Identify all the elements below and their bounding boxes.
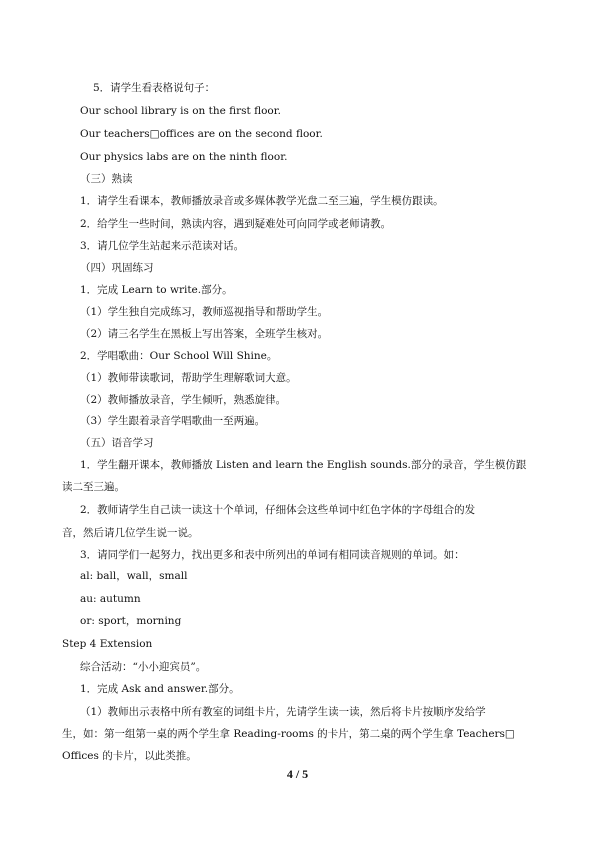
sentence-library: Our school library is on the first floor.	[80, 105, 281, 117]
section-heading-5: （五）语音学习	[80, 437, 154, 449]
paragraph-line: 读二至三遍。	[62, 481, 125, 493]
paragraph-line: 综合活动：“小小迎宾员”。	[80, 661, 207, 673]
page-number: 4 / 5	[286, 767, 309, 781]
paragraph-line: 1．学生翻开课本，教师播放 Listen and learn the English sounds.部分的录音，学生模仿跟	[80, 459, 527, 471]
paragraph-line: （1）学生独自完成练习，教师巡视指导和帮助学生。	[80, 306, 329, 318]
sentence-offices: Our teachers□offices are on the second floor.	[80, 128, 323, 140]
paragraph-line: Offices 的卡片，以此类推。	[62, 750, 197, 762]
paragraph-line: 1．完成 Learn to write.部分。	[80, 284, 233, 296]
step5-heading: 5．请学生看表格说句子：	[93, 82, 216, 94]
paragraph-line: 2．教师请学生自己读一读这十个单词，仔细体会这些单词中红色字体的字母组合的发	[80, 504, 476, 516]
paragraph-line: （3）学生跟着录音学唱歌曲一至两遍。	[80, 415, 266, 427]
paragraph-line: （1）教师出示表格中所有教室的词组卡片，先请学生读一读，然后将卡片按顺序发给学	[80, 706, 486, 718]
paragraph-line: （2）教师播放录音，学生倾听，熟悉旋律。	[80, 394, 287, 406]
paragraph-line: 1．完成 Ask and answer.部分。	[80, 683, 240, 695]
phonics-example-or: or: sport，morning	[80, 615, 182, 627]
paragraph-line: （1）教师带读歌词，帮助学生理解歌词大意。	[80, 372, 297, 384]
section-heading-3: （三）熟读	[80, 173, 133, 185]
section-heading-4: （四）巩固练习	[80, 262, 154, 274]
paragraph-line: （2）请三名学生在黑板上写出答案，全班学生核对。	[80, 328, 329, 340]
step4-heading: Step 4 Extension	[62, 638, 153, 650]
paragraph-line: 生，如：第一组第一桌的两个学生拿 Reading-rooms 的卡片，第二桌的两个学生拿 Teachers□	[62, 728, 515, 740]
paragraph-line: 3．请几位学生站起来示范读对话。	[80, 240, 245, 252]
sentence-labs: Our physics labs are on the ninth floor.	[80, 151, 288, 163]
paragraph-line: 2．学唱歌曲：Our School Will Shine。	[80, 350, 278, 362]
paragraph-line: 3．请同学们一起努力，找出更多和表中所列出的单词有相同读音规则的单词。如：	[80, 549, 465, 561]
paragraph-line: 1．请学生看课本，教师播放录音或多媒体教学光盘二至三遍，学生模仿跟读。	[80, 195, 444, 207]
paragraph-line: 音，然后请几位学生说一说。	[62, 527, 199, 539]
paragraph-line: 2．给学生一些时间，熟读内容，遇到疑难处可向同学或老师请教。	[80, 218, 392, 230]
phonics-example-au: au: autumn	[80, 593, 141, 605]
phonics-example-al: al: ball，wall，small	[80, 570, 188, 582]
